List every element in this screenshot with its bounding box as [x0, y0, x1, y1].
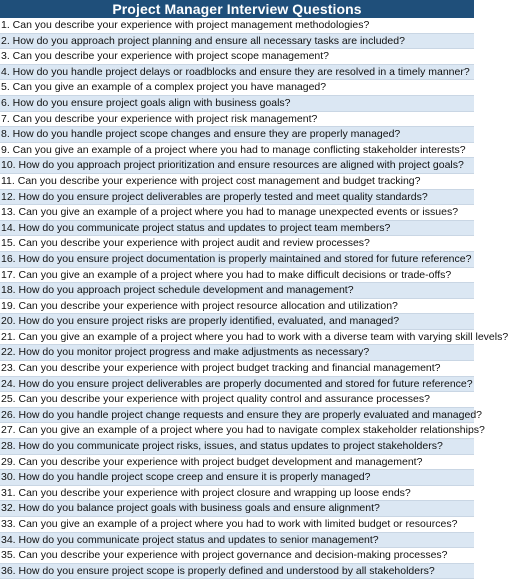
question-row[interactable]: 9. Can you give an example of a project where you had to manage conflicting stakeholder interests? [0, 143, 474, 159]
question-row[interactable]: 6. How do you ensure project goals align with business goals? [0, 96, 474, 112]
question-row[interactable]: 10. How do you approach project prioritization and ensure resources are aligned with project goals? [0, 158, 474, 174]
question-row[interactable]: 21. Can you give an example of a project where you had to work with a diverse team with varying skill levels? [0, 330, 474, 346]
question-row[interactable]: 4. How do you handle project delays or roadblocks and ensure they are resolved in a timely manner? [0, 65, 474, 81]
question-row[interactable]: 23. Can you describe your experience with project budget tracking and financial management? [0, 361, 474, 377]
question-row[interactable]: 28. How do you communicate project risks, issues, and status updates to project stakeholders? [0, 439, 474, 455]
question-row[interactable]: 32. How do you balance project goals with business goals and ensure alignment? [0, 501, 474, 517]
question-row[interactable]: 25. Can you describe your experience with project quality control and assurance processes? [0, 392, 474, 408]
question-list [0, 18, 508, 579]
question-row[interactable]: 27. Can you give an example of a project where you had to navigate complex stakeholder relationships? [0, 423, 474, 439]
question-row[interactable]: 5. Can you give an example of a complex project you have managed? [0, 80, 474, 96]
question-row[interactable]: 14. How do you communicate project status and updates to project team members? [0, 221, 474, 237]
question-row[interactable]: 17. Can you give an example of a project where you had to make difficult decisions or trade-offs? [0, 268, 474, 284]
question-row[interactable]: 12. How do you ensure project deliverables are properly tested and meet quality standards? [0, 190, 474, 206]
question-row[interactable]: 11. Can you describe your experience with project cost management and budget tracking? [0, 174, 474, 190]
question-row[interactable]: 18. How do you approach project schedule development and management? [0, 283, 474, 299]
question-row[interactable]: 20. How do you ensure project risks are properly identified, evaluated, and managed? [0, 314, 474, 330]
question-row[interactable]: 33. Can you give an example of a project where you had to work with limited budget or resources? [0, 517, 474, 533]
question-row[interactable]: 7. Can you describe your experience with project risk management? [0, 112, 474, 128]
page-title: Project Manager Interview Questions [112, 1, 362, 17]
question-row[interactable]: 31. Can you describe your experience with project closure and wrapping up loose ends? [0, 486, 474, 502]
question-row[interactable]: 36. How do you ensure project scope is properly defined and understood by all stakeholders? [0, 564, 474, 579]
question-row[interactable]: 15. Can you describe your experience with project audit and review processes? [0, 236, 474, 252]
question-row[interactable]: 34. How do you communicate project status and updates to senior management? [0, 533, 474, 549]
question-row[interactable]: 2. How do you approach project planning and ensure all necessary tasks are included? [0, 34, 474, 50]
question-row[interactable]: 3. Can you describe your experience with project scope management? [0, 49, 474, 65]
question-row[interactable]: 1. Can you describe your experience with project management methodologies? [0, 18, 474, 34]
question-row[interactable]: 19. Can you describe your experience with project resource allocation and utilization? [0, 299, 474, 315]
question-row[interactable]: 8. How do you handle project scope changes and ensure they are properly managed? [0, 127, 474, 143]
question-row[interactable]: 24. How do you ensure project deliverables are properly documented and stored for future reference? [0, 377, 474, 393]
question-row[interactable]: 29. Can you describe your experience with project budget development and management? [0, 455, 474, 471]
title-row [0, 0, 474, 19]
question-row[interactable]: 26. How do you handle project change requests and ensure they are properly evaluated and managed? [0, 408, 474, 424]
question-row[interactable]: 16. How do you ensure project documentation is properly maintained and stored for future reference? [0, 252, 474, 268]
question-row[interactable]: 35. Can you describe your experience with project governance and decision-making processes? [0, 548, 474, 564]
question-row[interactable]: 30. How do you handle project scope creep and ensure it is properly managed? [0, 470, 474, 486]
question-row[interactable]: 22. How do you monitor project progress and make adjustments as necessary? [0, 345, 474, 361]
question-row[interactable]: 13. Can you give an example of a project where you had to manage unexpected events or issues? [0, 205, 474, 221]
